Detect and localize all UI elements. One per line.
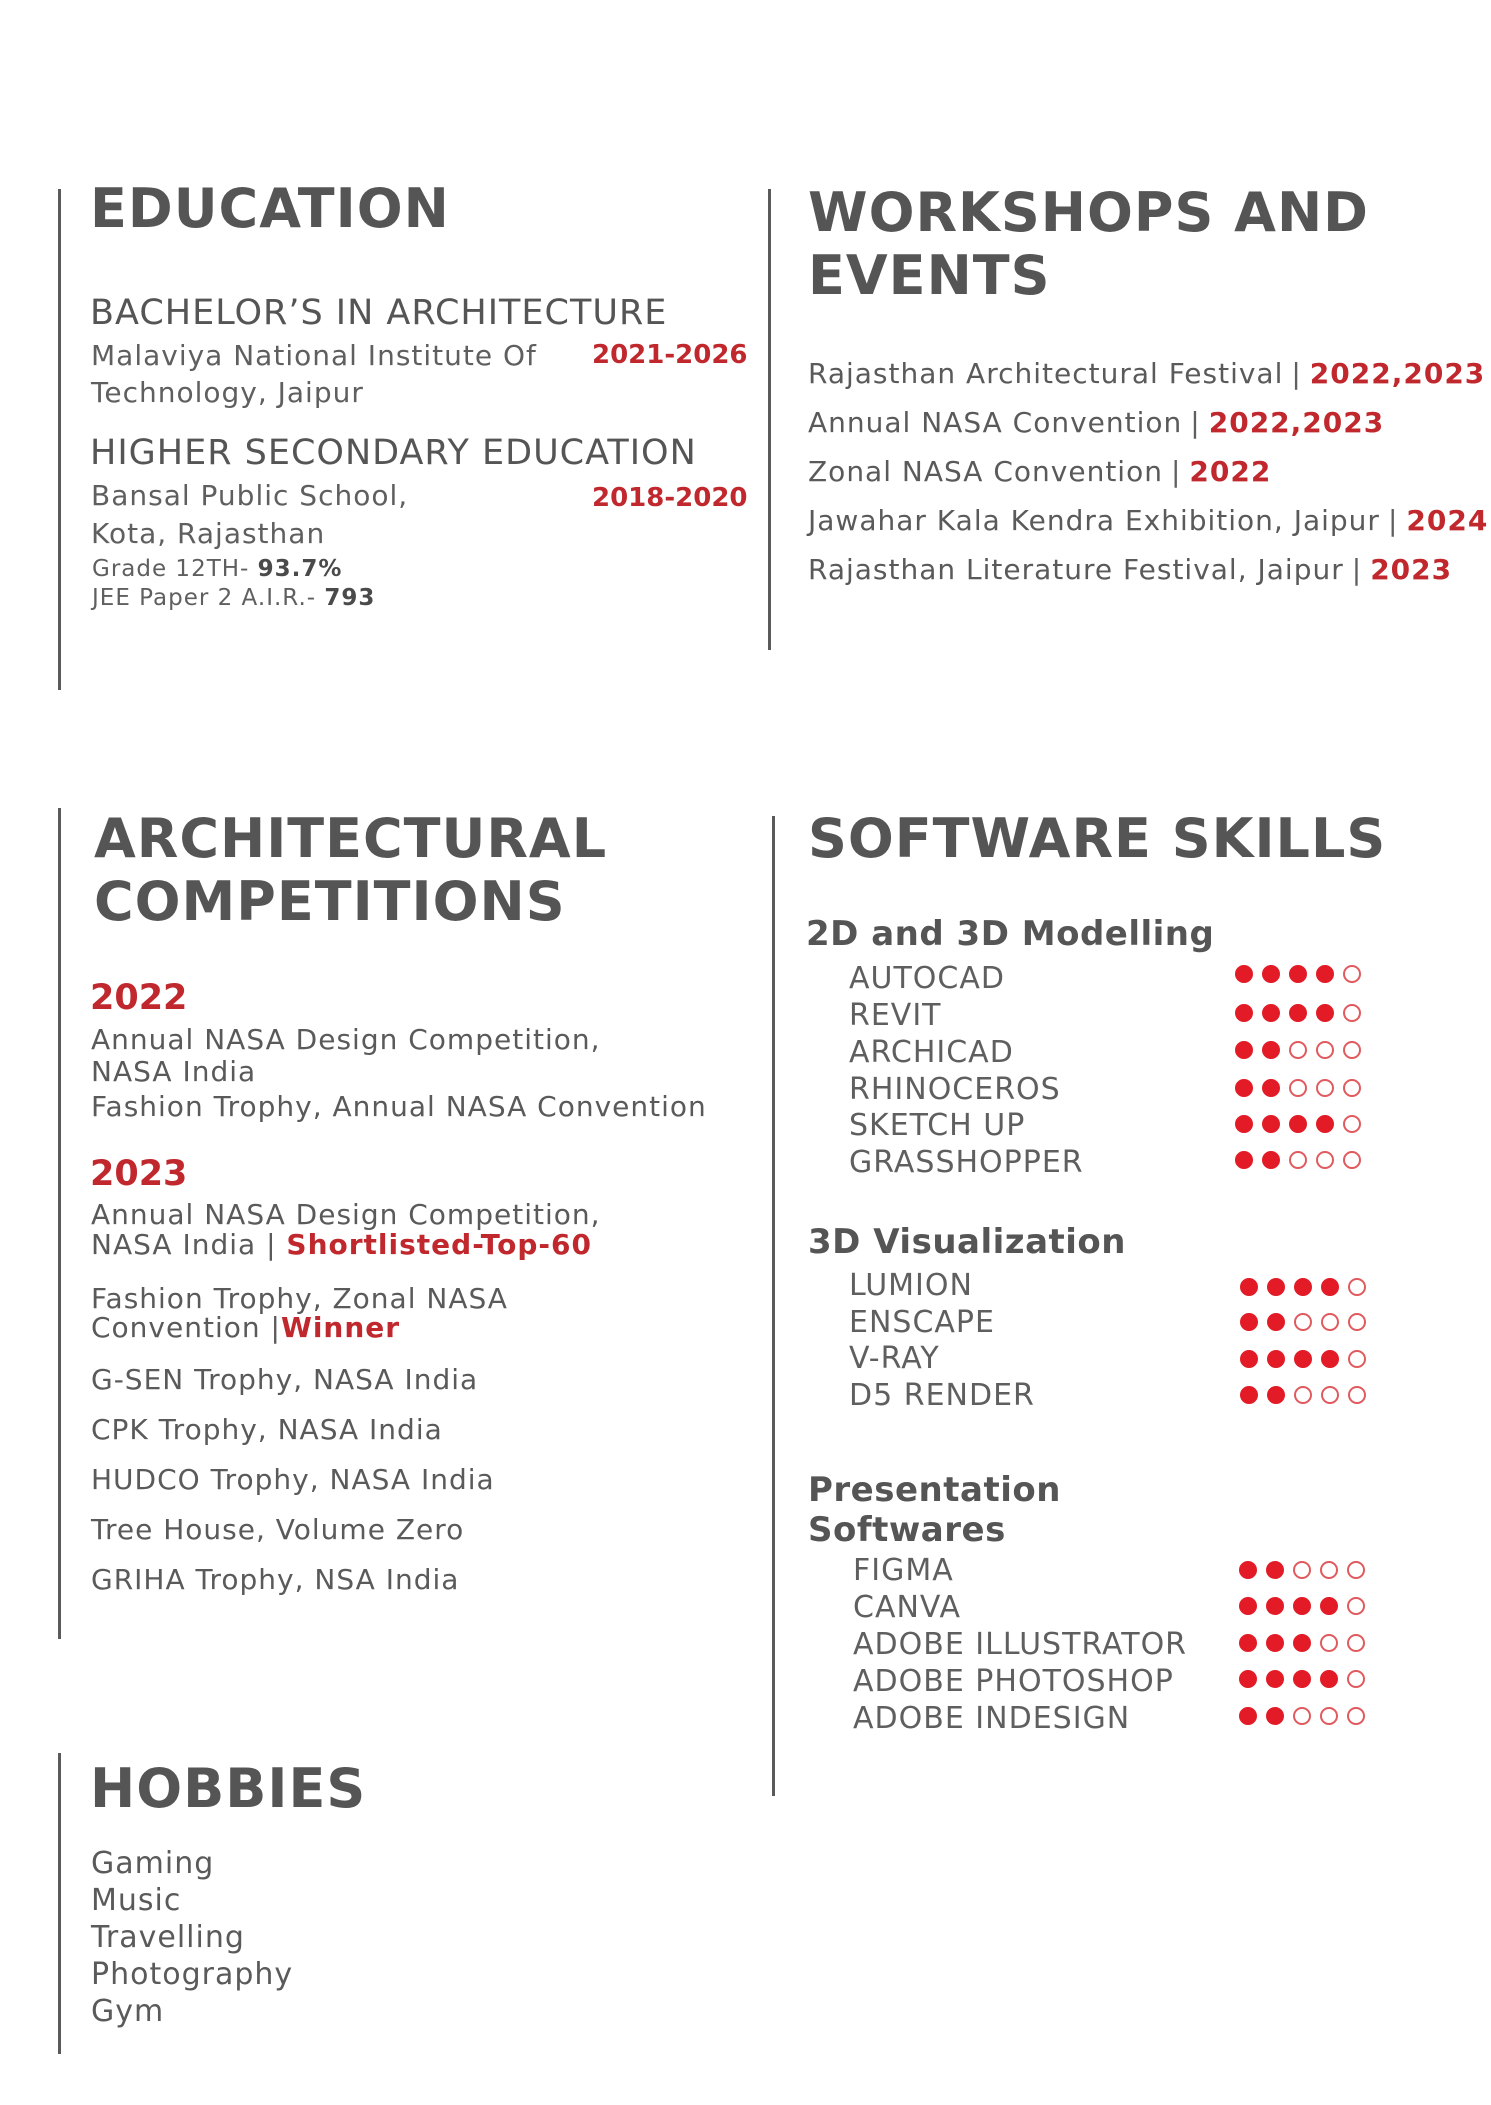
competition-line: HUDCO Trophy, NASA India — [91, 1463, 495, 1496]
separator: | — [1351, 553, 1363, 586]
skill-category-line2: Softwares — [808, 1510, 1006, 1550]
rating-dot-empty — [1343, 1079, 1361, 1097]
rating-dot-filled — [1235, 1004, 1253, 1022]
skill-name: AUTOCAD — [849, 961, 1005, 996]
rating-dot-filled — [1266, 1597, 1284, 1615]
competition-line — [91, 1312, 400, 1343]
workshops-title-line2: EVENTS — [808, 243, 1051, 307]
hobby-item: Gaming — [91, 1846, 215, 1881]
grade-label: Grade 12TH- — [92, 556, 258, 582]
skill-rating — [1239, 1670, 1365, 1688]
rating-dot-filled — [1294, 1350, 1312, 1368]
rating-dot-filled — [1320, 1670, 1338, 1688]
separator: | — [1170, 455, 1182, 488]
workshop-name: Zonal NASA Convention — [808, 455, 1163, 488]
rating-dot-filled — [1240, 1386, 1258, 1404]
competition-year: 2023 — [90, 1154, 188, 1194]
rating-dot-empty — [1316, 1041, 1334, 1059]
rating-dot-filled — [1240, 1278, 1258, 1296]
skill-name: ARCHICAD — [849, 1035, 1014, 1070]
institution-name: Kota, Rajasthan — [91, 517, 326, 550]
competitions-divider — [58, 808, 61, 1639]
workshop-year: 2022,2023 — [1208, 406, 1385, 439]
rating-dot-filled — [1289, 1004, 1307, 1022]
rating-dot-empty — [1316, 1079, 1334, 1097]
rating-dot-empty — [1348, 1313, 1366, 1331]
competitions-title-line2: COMPETITIONS — [94, 869, 566, 933]
skill-category-title: 3D Visualization — [808, 1222, 1126, 1262]
hobbies-title: HOBBIES — [90, 1757, 367, 1820]
competition-year: 2022 — [90, 978, 188, 1018]
rating-dot-empty — [1320, 1561, 1338, 1579]
rating-dot-empty — [1321, 1386, 1339, 1404]
competition-line: Annual NASA Design Competition, — [91, 1023, 601, 1056]
workshops-title — [808, 182, 1369, 307]
separator: | — [266, 1228, 287, 1261]
rating-dot-empty — [1320, 1707, 1338, 1725]
skill-name: GRASSHOPPER — [849, 1145, 1084, 1180]
workshop-item — [808, 553, 1452, 586]
rating-dot-filled — [1316, 1004, 1334, 1022]
rating-dot-filled — [1267, 1278, 1285, 1296]
institution-name: Technology, Jaipur — [91, 376, 364, 409]
rating-dot-empty — [1348, 1278, 1366, 1296]
separator: | — [1291, 357, 1302, 390]
competition-line — [91, 1229, 592, 1260]
rating-dot-filled — [1267, 1386, 1285, 1404]
separator: | — [270, 1311, 281, 1344]
rating-dot-empty — [1347, 1707, 1365, 1725]
jee-label: JEE Paper 2 A.I.R.- — [92, 585, 325, 611]
skill-rating — [1235, 1151, 1361, 1169]
rating-dot-filled — [1239, 1634, 1257, 1652]
skill-rating — [1239, 1634, 1365, 1652]
grade-value: 93.7% — [257, 556, 343, 582]
rating-dot-filled — [1320, 1597, 1338, 1615]
hobbies-divider — [58, 1753, 61, 2054]
skill-rating — [1235, 1004, 1361, 1022]
skill-rating — [1239, 1561, 1365, 1579]
separator: | — [1387, 504, 1399, 537]
institution-name: Bansal Public School, — [91, 479, 409, 512]
rating-dot-empty — [1347, 1597, 1365, 1615]
institution-name: Malaviya National Institute Of — [91, 339, 537, 372]
workshop-name: Jawahar Kala Kendra Exhibition, Jaipur — [808, 504, 1380, 537]
rating-dot-filled — [1266, 1707, 1284, 1725]
skill-rating — [1239, 1597, 1365, 1615]
competition-text: Convention — [91, 1311, 271, 1344]
rating-dot-filled — [1321, 1350, 1339, 1368]
rating-dot-filled — [1262, 965, 1280, 983]
skill-name: ADOBE INDESIGN — [853, 1701, 1131, 1736]
competition-line: Annual NASA Design Competition, — [91, 1198, 601, 1231]
jee-line — [92, 584, 375, 613]
workshop-year: 2023 — [1370, 553, 1453, 586]
competition-result: Winner — [280, 1311, 401, 1344]
workshops-title-line1: WORKSHOPS AND — [808, 181, 1369, 244]
rating-dot-empty — [1343, 965, 1361, 983]
rating-dot-filled — [1240, 1350, 1258, 1368]
skill-rating — [1240, 1386, 1366, 1404]
rating-dot-empty — [1343, 1041, 1361, 1059]
rating-dot-empty — [1289, 1041, 1307, 1059]
rating-dot-filled — [1266, 1561, 1284, 1579]
rating-dot-filled — [1289, 965, 1307, 983]
rating-dot-empty — [1289, 1151, 1307, 1169]
workshop-name: Rajasthan Architectural Festival — [808, 357, 1284, 390]
skill-name: ADOBE PHOTOSHOP — [853, 1664, 1174, 1699]
rating-dot-empty — [1289, 1079, 1307, 1097]
rating-dot-filled — [1267, 1313, 1285, 1331]
rating-dot-filled — [1240, 1313, 1258, 1331]
workshop-year: 2022 — [1189, 455, 1272, 488]
rating-dot-filled — [1235, 1151, 1253, 1169]
rating-dot-empty — [1293, 1561, 1311, 1579]
rating-dot-filled — [1267, 1350, 1285, 1368]
competition-line: GRIHA Trophy, NSA India — [91, 1563, 460, 1596]
skill-rating — [1235, 1079, 1361, 1097]
skill-rating — [1235, 1115, 1361, 1133]
rating-dot-empty — [1293, 1707, 1311, 1725]
workshops-divider — [768, 189, 771, 650]
rating-dot-empty — [1343, 1004, 1361, 1022]
skill-rating — [1240, 1278, 1366, 1296]
rating-dot-filled — [1266, 1634, 1284, 1652]
skills-divider — [772, 816, 775, 1796]
rating-dot-empty — [1320, 1634, 1338, 1652]
rating-dot-empty — [1294, 1313, 1312, 1331]
education-years: 2021-2026 — [592, 340, 748, 370]
hobby-item: Photography — [91, 1957, 294, 1992]
rating-dot-empty — [1347, 1670, 1365, 1688]
workshop-name: Rajasthan Literature Festival, Jaipur — [808, 553, 1344, 586]
grade-line — [92, 555, 342, 584]
rating-dot-filled — [1293, 1634, 1311, 1652]
skill-name: D5 RENDER — [849, 1378, 1035, 1413]
competition-line: Tree House, Volume Zero — [91, 1513, 465, 1546]
rating-dot-filled — [1262, 1115, 1280, 1133]
rating-dot-filled — [1239, 1670, 1257, 1688]
rating-dot-filled — [1235, 1079, 1253, 1097]
skill-rating — [1235, 965, 1361, 983]
competition-line: CPK Trophy, NASA India — [91, 1413, 443, 1446]
skill-category-title — [808, 1470, 1061, 1550]
jee-value: 793 — [324, 585, 376, 611]
workshop-item — [808, 357, 1485, 390]
skill-name: ENSCAPE — [849, 1305, 995, 1340]
rating-dot-filled — [1266, 1670, 1284, 1688]
education-title: EDUCATION — [90, 177, 450, 240]
rating-dot-empty — [1316, 1151, 1334, 1169]
education-divider — [58, 189, 61, 690]
degree-title: BACHELOR’S IN ARCHITECTURE — [90, 293, 668, 333]
competitions-title-line1: ARCHITECTURAL — [94, 807, 608, 870]
competition-line: NASA India — [91, 1055, 257, 1088]
skill-name: RHINOCEROS — [849, 1072, 1061, 1107]
skill-rating — [1235, 1041, 1361, 1059]
skill-name: SKETCH UP — [849, 1108, 1026, 1143]
rating-dot-filled — [1316, 965, 1334, 983]
workshop-item — [808, 455, 1271, 488]
competition-line: Fashion Trophy, Zonal NASA — [91, 1282, 508, 1315]
rating-dot-empty — [1347, 1561, 1365, 1579]
skill-rating — [1239, 1707, 1365, 1725]
rating-dot-filled — [1293, 1597, 1311, 1615]
skill-name: LUMION — [849, 1268, 973, 1303]
skills-title: SOFTWARE SKILLS — [808, 807, 1387, 870]
rating-dot-filled — [1294, 1278, 1312, 1296]
skill-name: ADOBE ILLUSTRATOR — [853, 1627, 1188, 1662]
rating-dot-filled — [1262, 1151, 1280, 1169]
skill-name: CANVA — [853, 1590, 962, 1625]
competition-line: Fashion Trophy, Annual NASA Convention — [91, 1090, 707, 1123]
workshop-year: 2022,2023 — [1309, 357, 1486, 390]
rating-dot-filled — [1262, 1041, 1280, 1059]
rating-dot-empty — [1348, 1386, 1366, 1404]
hobby-item: Travelling — [91, 1920, 245, 1955]
rating-dot-empty — [1294, 1386, 1312, 1404]
rating-dot-empty — [1347, 1634, 1365, 1652]
skill-category-title: 2D and 3D Modelling — [806, 914, 1215, 954]
rating-dot-filled — [1235, 965, 1253, 983]
competition-text: NASA India — [91, 1228, 267, 1261]
rating-dot-filled — [1321, 1278, 1339, 1296]
rating-dot-filled — [1316, 1115, 1334, 1133]
competition-result: Shortlisted-Top-60 — [286, 1228, 592, 1261]
workshop-year: 2024 — [1406, 504, 1489, 537]
rating-dot-filled — [1235, 1041, 1253, 1059]
rating-dot-filled — [1262, 1004, 1280, 1022]
skill-category-line1: Presentation — [808, 1470, 1061, 1510]
competition-line: G-SEN Trophy, NASA India — [91, 1363, 479, 1396]
skill-name: FIGMA — [853, 1553, 954, 1588]
education-years: 2018-2020 — [592, 483, 748, 513]
workshop-name: Annual NASA Convention — [808, 406, 1183, 439]
workshop-item — [808, 406, 1384, 439]
rating-dot-empty — [1348, 1350, 1366, 1368]
rating-dot-filled — [1239, 1597, 1257, 1615]
rating-dot-filled — [1239, 1707, 1257, 1725]
skill-name: V-RAY — [849, 1341, 940, 1376]
separator: | — [1190, 406, 1201, 439]
competitions-title — [94, 808, 607, 933]
rating-dot-filled — [1289, 1115, 1307, 1133]
hobby-item: Gym — [91, 1994, 165, 2029]
skill-rating — [1240, 1350, 1366, 1368]
rating-dot-filled — [1293, 1670, 1311, 1688]
rating-dot-filled — [1235, 1115, 1253, 1133]
rating-dot-filled — [1239, 1561, 1257, 1579]
skill-rating — [1240, 1313, 1366, 1331]
workshop-item — [808, 504, 1488, 537]
rating-dot-empty — [1321, 1313, 1339, 1331]
rating-dot-empty — [1343, 1151, 1361, 1169]
skill-name: REVIT — [849, 998, 942, 1033]
hobby-item: Music — [91, 1883, 182, 1918]
rating-dot-filled — [1262, 1079, 1280, 1097]
degree-title: HIGHER SECONDARY EDUCATION — [90, 433, 697, 473]
rating-dot-empty — [1343, 1115, 1361, 1133]
